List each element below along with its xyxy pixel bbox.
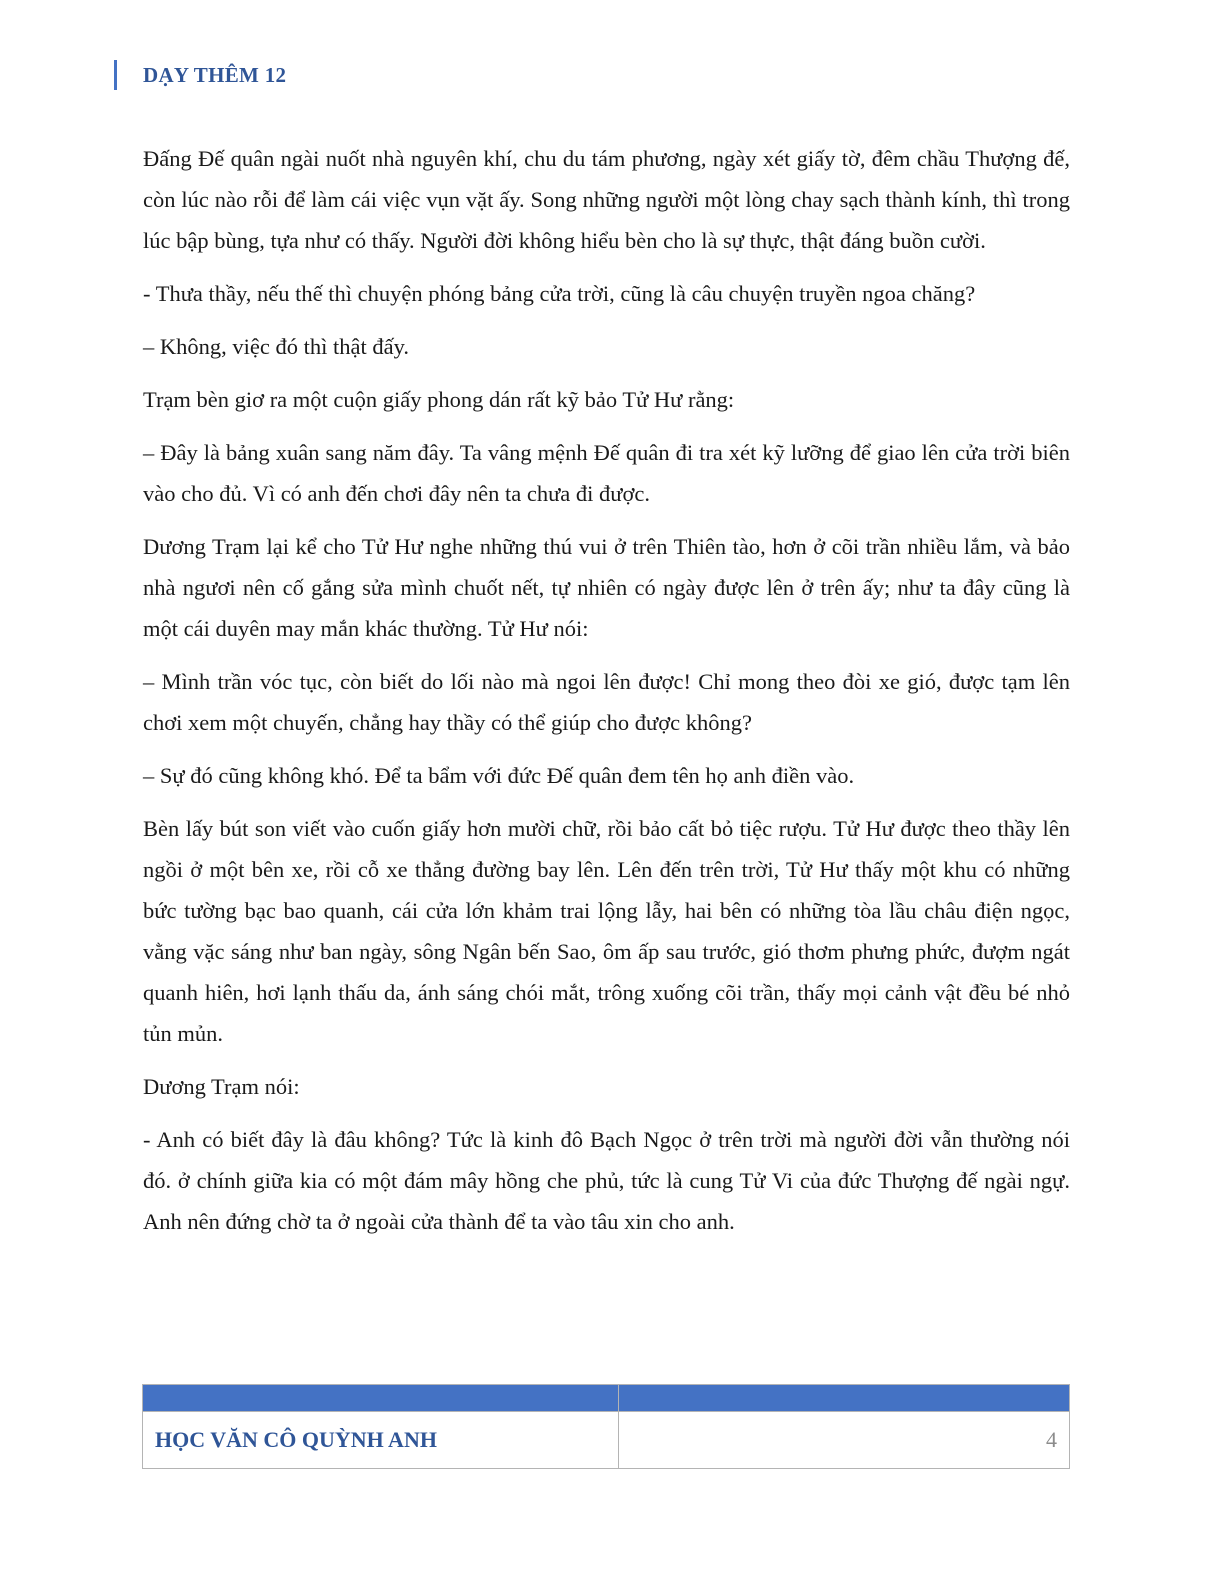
footer-brand-text: HỌC VĂN CÔ QUỲNH ANH [143,1412,619,1469]
paragraph: - Thưa thầy, nếu thế thì chuyện phóng bảng cửa trời, cũng là câu chuyện truyền ngoa chăng? [143,281,976,306]
paragraph: – Không, việc đó thì thật đấy. [143,334,409,359]
paragraph: Dương Trạm nói: [143,1074,300,1099]
header-title: DẠY THÊM 12 [143,62,287,87]
paragraph: Dương Trạm lại kể cho Tử Hư nghe những thú vui ở trên Thiên tào, hơn ở cõi trần nhiều lắm, và bảo nhà ngươi nên cố gắng sửa mình chuốt nết, tự nhiên có ngày được lên ở trên ấy; như ta đây cũng là một cái duyên may mắn khác thường. Tử Hư nói: [143,534,1070,641]
paragraph: Trạm bèn giơ ra một cuộn giấy phong dán rất kỹ bảo Tử Hư rằng: [143,387,735,412]
document-body [143,138,1070,1254]
paragraph: Bèn lấy bút son viết vào cuốn giấy hơn mười chữ, rồi bảo cất bỏ tiệc rượu. Tử Hư được theo thầy lên ngồi ở một bên xe, rồi cỗ xe thẳng đường bay lên. Lên đến trên trời, Tử Hư thấy một khu có những bức tường bạc bao quanh, cái cửa lớn khảm trai lộng lẫy, hai bên có những tòa lầu châu điện ngọc, vằng vặc sáng như ban ngày, sông Ngân bến Sao, ôm ấp sau trước, gió thơm phưng phức, đượm ngát quanh hiên, hơi lạnh thấu da, ánh sáng chói mắt, trông xuống cõi trần, thấy mọi cảnh vật đều bé nhỏ tủn mủn. [143,816,1070,1046]
paragraph: - Anh có biết đây là đâu không? Tức là kinh đô Bạch Ngọc ở trên trời mà người đời vẫn thường nói đó. ở chính giữa kia có một đám mây hồng che phủ, tức là cung Tử Vi của đức Thượng đế ngài ngự. Anh nên đứng chờ ta ở ngoài cửa thành để ta vào tâu xin cho anh. [143,1127,1070,1234]
page-number: 4 [619,1412,1070,1469]
footer-bar-left [143,1385,619,1412]
page-footer [142,1384,1070,1469]
footer-bar-right [619,1385,1070,1412]
paragraph: – Đây là bảng xuân sang năm đây. Ta vâng mệnh Đế quân đi tra xét kỹ lưỡng để giao lên cửa trời biên vào cho đủ. Vì có anh đến chơi đây nên ta chưa đi được. [143,440,1070,506]
footer-accent-bar [143,1385,1070,1412]
page-header [114,60,286,90]
paragraph: – Mình trần vóc tục, còn biết do lối nào mà ngoi lên được! Chỉ mong theo đòi xe gió, được tạm lên chơi xem một chuyến, chẳng hay thầy có thể giúp cho được không? [143,669,1070,735]
paragraph: Đấng Đế quân ngài nuốt nhà nguyên khí, chu du tám phương, ngày xét giấy tờ, đêm chầu Thượng đế, còn lúc nào rỗi để làm cái việc vụn vặt ấy. Song những người một lòng chay sạch thành kính, thì trong lúc bập bùng, tựa như có thấy. Người đời không hiểu bèn cho là sự thực, thật đáng buồn cười. [143,146,1070,253]
paragraph: – Sự đó cũng không khó. Để ta bẩm với đức Đế quân đem tên họ anh điền vào. [143,763,855,788]
footer-row [143,1412,1070,1469]
